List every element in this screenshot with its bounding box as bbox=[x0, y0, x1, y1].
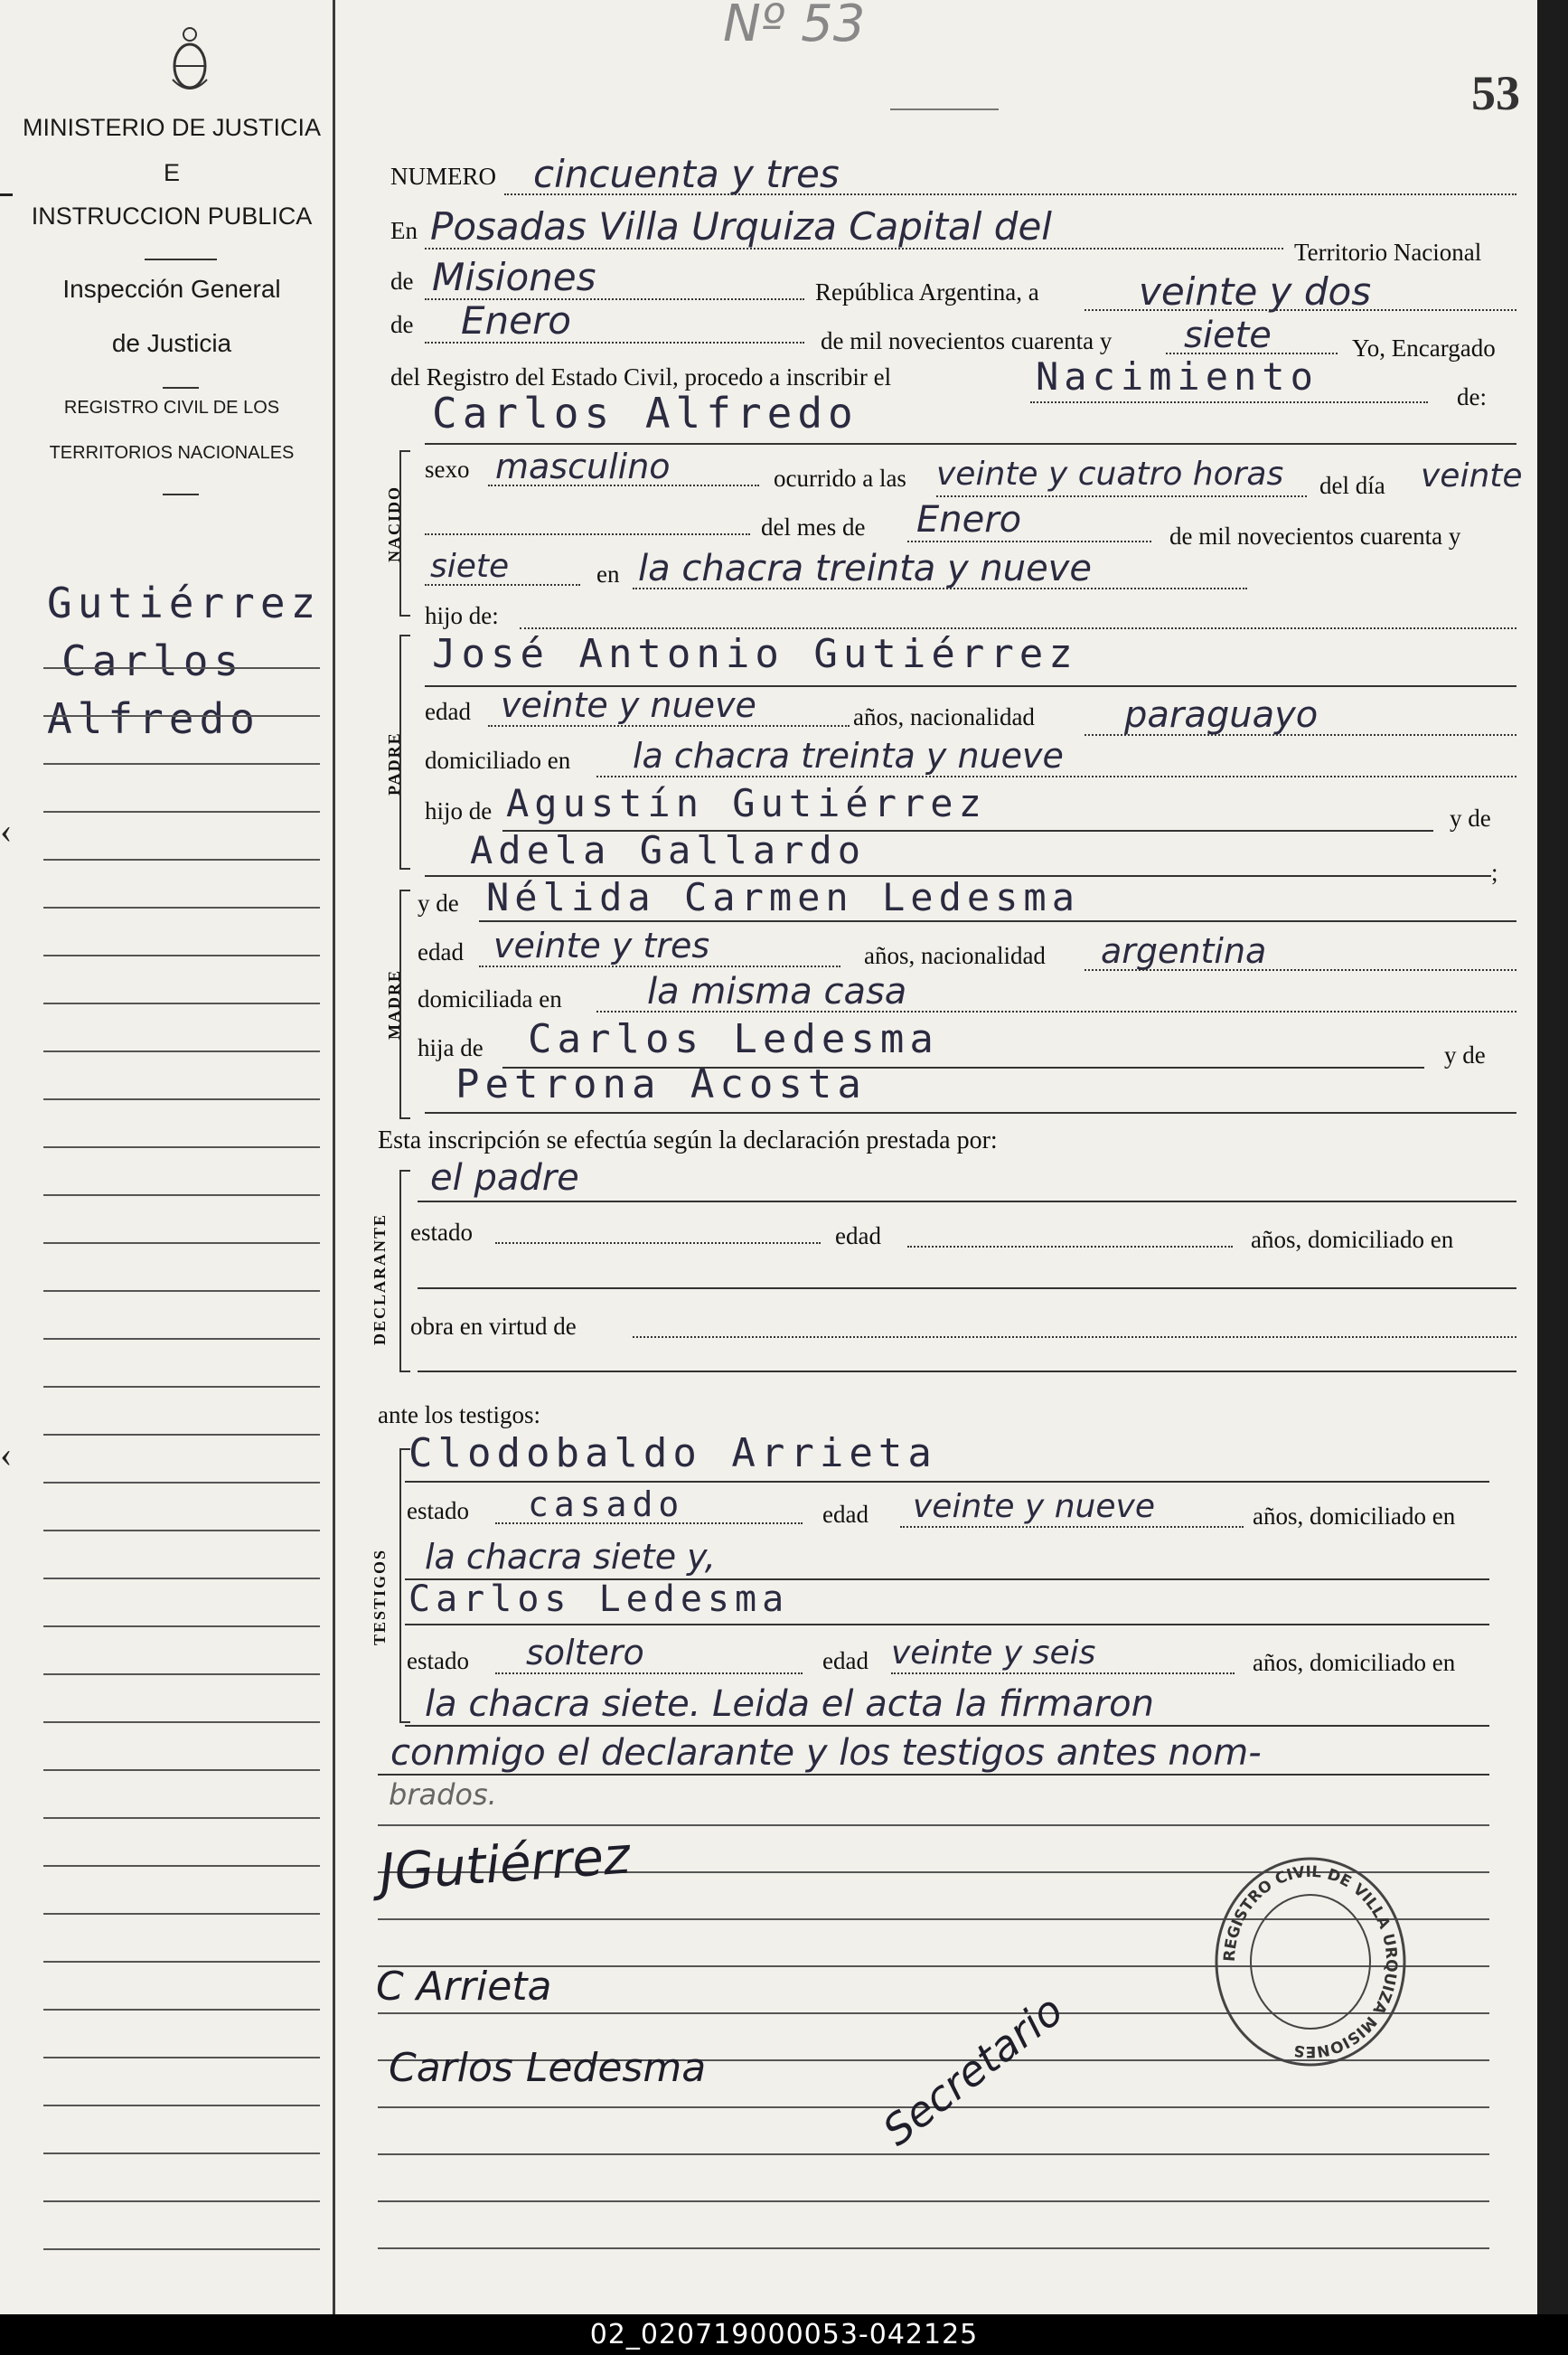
abuelo-materno: Carlos Ledesma bbox=[528, 1016, 939, 1062]
margin-line bbox=[43, 2057, 320, 2058]
yo-label: Yo, Encargado bbox=[1352, 334, 1496, 362]
anio-value: siete bbox=[1184, 315, 1272, 356]
del-dia-value: veinte bbox=[1421, 457, 1523, 495]
margin-line bbox=[43, 2248, 320, 2250]
dia-value: veinte y dos bbox=[1139, 269, 1372, 314]
madre-hija-label: hija de bbox=[418, 1034, 484, 1061]
margin-line bbox=[43, 1194, 320, 1196]
republica-label: República Argentina, a bbox=[815, 278, 1039, 306]
coat-of-arms-icon bbox=[167, 25, 212, 98]
margin-line bbox=[43, 715, 320, 717]
ministry-line-3: INSTRUCCION PUBLICA bbox=[31, 203, 313, 230]
margin-line bbox=[43, 2200, 320, 2202]
section-madre: MADRE bbox=[385, 969, 403, 1040]
en-value: Posadas Villa Urquiza Capital del bbox=[430, 204, 1052, 249]
registry-seal-icon bbox=[1211, 1853, 1410, 2070]
margin-line bbox=[43, 1721, 320, 1723]
declarante-nombre: el padre bbox=[430, 1157, 579, 1199]
cierre-linea-1: conmigo el declarante y los testigos antes nom- bbox=[390, 1732, 1262, 1774]
margin-line bbox=[43, 811, 320, 813]
section-nacido: NACIDO bbox=[385, 485, 403, 562]
section-declarante: DECLARANTE bbox=[371, 1212, 389, 1345]
margin-mark: ‹ bbox=[0, 810, 13, 851]
margin-line bbox=[43, 2105, 320, 2106]
header-divider-2 bbox=[163, 387, 199, 389]
scan-edge bbox=[1537, 0, 1568, 2314]
padre-anios-label: años, nacionalidad bbox=[853, 703, 1035, 730]
registro-label: del Registro del Estado Civil, procedo a inscribir el bbox=[390, 363, 892, 391]
margin-line bbox=[43, 907, 320, 909]
testigo2-estado: soltero bbox=[526, 1633, 644, 1672]
territorio-label: Territorio Nacional bbox=[1294, 239, 1482, 266]
margin-line bbox=[43, 1625, 320, 1627]
ministry-line-1: MINISTERIO DE JUSTICIA bbox=[22, 114, 322, 141]
registro-line: REGISTRO CIVIL DE LOS bbox=[63, 398, 280, 418]
testigo1-nombre: Clodobaldo Arrieta bbox=[408, 1430, 937, 1476]
testigo1-estado: casado bbox=[528, 1484, 685, 1524]
sexo-label: sexo bbox=[425, 456, 470, 483]
testigo2-edad: veinte y seis bbox=[891, 1634, 1096, 1672]
padre-yde-label: y de bbox=[1450, 805, 1491, 832]
top-scribble: Nº 53 bbox=[723, 0, 866, 53]
testigo2-edad-label: edad bbox=[822, 1647, 869, 1674]
svg-text:REGISTRO CIVIL DE VILLA URQUIZ bbox=[1221, 1863, 1400, 2060]
margin-line bbox=[43, 1913, 320, 1915]
numero-value: cincuenta y tres bbox=[533, 152, 840, 196]
scan-id-footer: 02_020719000053-042125 bbox=[0, 2314, 1568, 2355]
provincia-value: Misiones bbox=[432, 255, 596, 299]
numero-label: NUMERO bbox=[390, 163, 497, 190]
sexo-value: masculino bbox=[495, 447, 671, 486]
margin-line bbox=[43, 763, 320, 765]
madre-edad-label: edad bbox=[418, 938, 464, 966]
abuela-materna: Petrona Acosta bbox=[455, 1061, 867, 1107]
ocurrido-label: ocurrido a las bbox=[774, 465, 906, 492]
margin-line bbox=[43, 1482, 320, 1484]
section-testigos: TESTIGOS bbox=[371, 1548, 389, 1645]
del-mes-label: del mes de bbox=[761, 513, 866, 541]
margin-line bbox=[43, 1146, 320, 1148]
hijo-label: hijo de: bbox=[425, 602, 499, 629]
testigos-label: ante los testigos: bbox=[378, 1401, 540, 1428]
signature-line bbox=[378, 2247, 1489, 2249]
de-label: de bbox=[390, 268, 414, 295]
margin-line bbox=[43, 1290, 320, 1292]
margin-line bbox=[43, 2152, 320, 2154]
inspeccion-line: Inspección General bbox=[62, 275, 281, 303]
top-rule bbox=[890, 108, 999, 110]
margin-line bbox=[43, 955, 320, 956]
testigo1-estado-label: estado bbox=[407, 1497, 469, 1524]
margin-line bbox=[43, 1003, 320, 1004]
signature-line bbox=[378, 2200, 1489, 2202]
section-padre: PADRE bbox=[385, 731, 403, 796]
declarante-edad-label: edad bbox=[835, 1222, 881, 1249]
testigo2-nombre: Carlos Ledesma bbox=[408, 1578, 790, 1620]
margin-line bbox=[43, 1530, 320, 1531]
madre-yde2-label: y de bbox=[1444, 1041, 1486, 1069]
anio2-value: siete bbox=[430, 548, 510, 585]
nombre-nacido: Carlos Alfredo bbox=[432, 389, 859, 438]
testigo2-estado-label: estado bbox=[407, 1647, 469, 1674]
abuelo-paterno: Agustín Gutiérrez bbox=[506, 781, 987, 825]
margin-surname: Gutiérrez bbox=[47, 579, 322, 627]
header-divider bbox=[145, 259, 217, 260]
margin-line bbox=[43, 1098, 320, 1100]
padre-nombre: José Antonio Gutiérrez bbox=[432, 631, 1078, 677]
signature-encargado: Secretario bbox=[873, 1985, 1073, 2155]
margin-line bbox=[43, 1673, 320, 1675]
padre-edad-value: veinte y nueve bbox=[501, 685, 756, 725]
madre-anios-label: años, nacionalidad bbox=[864, 942, 1046, 969]
mil2-label: de mil novecientos cuarenta y bbox=[1169, 523, 1461, 550]
signature-line bbox=[378, 1824, 1489, 1826]
margin-line bbox=[43, 859, 320, 861]
seal-text: REGISTRO CIVIL DE VILLA URQUIZA MISIONES bbox=[1220, 1862, 1401, 2061]
testigo1-anios-label: años, domiciliado en bbox=[1253, 1502, 1456, 1530]
margin-line bbox=[43, 667, 320, 669]
margin-line bbox=[43, 1338, 320, 1340]
signature-line bbox=[378, 2153, 1489, 2155]
ministry-line-2: E bbox=[163, 159, 180, 186]
signature-testigo1: C Arrieta bbox=[376, 1964, 552, 2010]
margin-line bbox=[43, 1817, 320, 1819]
margin-line bbox=[43, 1242, 320, 1244]
justicia-line: de Justicia bbox=[111, 329, 232, 357]
margin-mark: ‹ bbox=[0, 1434, 13, 1474]
header-divider-3 bbox=[163, 494, 199, 495]
madre-domicilio-value: la misma casa bbox=[647, 971, 907, 1013]
de3-label: de: bbox=[1457, 383, 1487, 410]
margin-line bbox=[43, 1961, 320, 1963]
margin-first-name: Carlos bbox=[61, 636, 245, 685]
obra-label: obra en virtud de bbox=[410, 1313, 577, 1340]
declaracion-label: Esta inscripción se efectúa según la declaración prestada por: bbox=[378, 1126, 998, 1154]
margin-line bbox=[43, 2009, 320, 2011]
margin-line bbox=[43, 1578, 320, 1579]
de2-label: de bbox=[390, 311, 414, 338]
margin-line bbox=[43, 1386, 320, 1388]
testigo2-anios-label: años, domiciliado en bbox=[1253, 1649, 1456, 1676]
lugar-value: la chacra treinta y nueve bbox=[638, 548, 1092, 589]
semicolon: ; bbox=[1491, 859, 1498, 886]
margin-middle-name: Alfredo bbox=[47, 694, 260, 743]
margin-line bbox=[43, 1434, 320, 1436]
declarante-anios-label: años, domiciliado en bbox=[1251, 1226, 1454, 1253]
mil-label: de mil novecientos cuarenta y bbox=[821, 327, 1113, 354]
margin-divider bbox=[333, 0, 335, 2314]
en-label: En bbox=[390, 217, 418, 244]
declarante-bracket bbox=[399, 1170, 410, 1372]
territorios-line: TERRITORIOS NACIONALES bbox=[49, 443, 295, 463]
margin-line bbox=[43, 1865, 320, 1867]
padre-hijo-label: hijo de bbox=[425, 797, 493, 824]
testigo1-edad-label: edad bbox=[822, 1501, 869, 1528]
declarante-estado-label: estado bbox=[410, 1219, 473, 1246]
madre-nacionalidad-value: argentina bbox=[1101, 931, 1267, 971]
testigo1-edad: veinte y nueve bbox=[913, 1488, 1155, 1525]
signature-testigo2: Carlos Ledesma bbox=[389, 2045, 707, 2091]
margin-line bbox=[43, 1769, 320, 1771]
acto-value: Nacimiento bbox=[1036, 354, 1319, 399]
cierre-linea-2: brados. bbox=[389, 1777, 497, 1812]
en2-label: en bbox=[596, 560, 620, 588]
mes2-value: Enero bbox=[916, 499, 1022, 541]
padre-edad-label: edad bbox=[425, 698, 471, 725]
signature-padre: JGutiérrez bbox=[378, 1826, 633, 1903]
madre-domicilio-label: domiciliada en bbox=[418, 985, 562, 1013]
page-number: 53 bbox=[1471, 66, 1520, 120]
margin-line bbox=[43, 1050, 320, 1052]
madre-edad-value: veinte y tres bbox=[493, 926, 710, 966]
abuela-paterna: Adela Gallardo bbox=[470, 828, 867, 872]
padre-domicilio-label: domiciliado en bbox=[425, 747, 571, 774]
testigo1-domicilio: la chacra siete y, bbox=[425, 1537, 716, 1577]
del-dia-label: del día bbox=[1319, 472, 1385, 499]
margin-tick bbox=[0, 193, 13, 196]
madre-nombre: Nélida Carmen Ledesma bbox=[486, 875, 1081, 919]
padre-nacionalidad-value: paraguayo bbox=[1124, 694, 1319, 736]
hora-value: veinte y cuatro horas bbox=[936, 456, 1284, 493]
madre-yde-label: y de bbox=[418, 890, 459, 917]
padre-domicilio-value: la chacra treinta y nueve bbox=[633, 736, 1064, 776]
testigo2-domicilio: la chacra siete. Leida el acta la firmaron bbox=[425, 1683, 1154, 1725]
mes-value: Enero bbox=[461, 298, 571, 343]
